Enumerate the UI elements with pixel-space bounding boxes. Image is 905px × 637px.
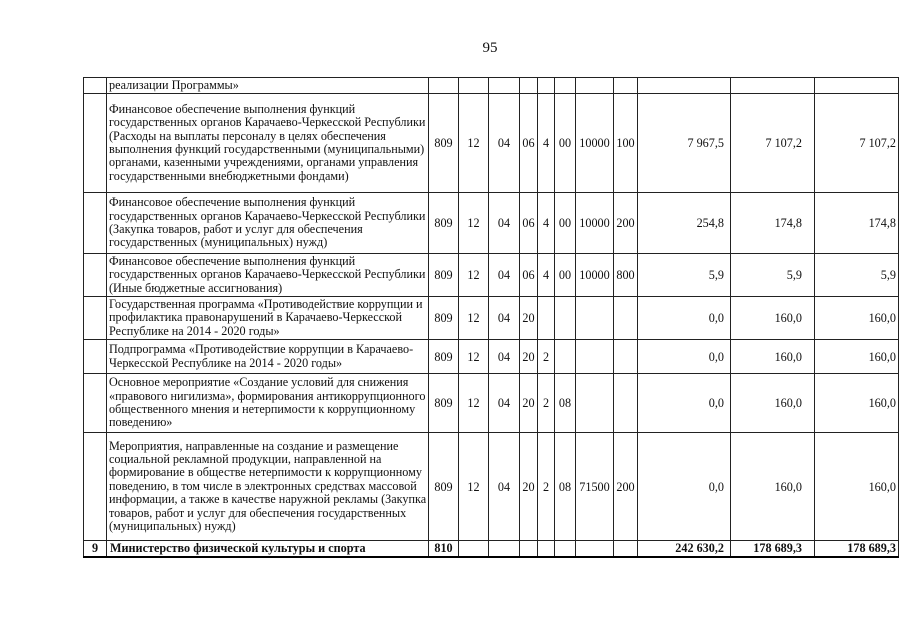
- amount-col1-cell: 254,8: [638, 193, 731, 254]
- amount-col1-cell: 5,9: [638, 254, 731, 297]
- subsection-code-cell: 04: [489, 193, 520, 254]
- expense-type-cell: [614, 340, 638, 374]
- expense-type-cell: 200: [614, 433, 638, 541]
- amount-col2-cell: [731, 78, 815, 94]
- section-code-cell: 12: [459, 297, 489, 340]
- main-activity-code-cell: 00: [555, 193, 576, 254]
- row-number-cell: [84, 254, 107, 297]
- amount-col2-cell: 174,8: [731, 193, 815, 254]
- amount-col1-cell: 0,0: [638, 340, 731, 374]
- amount-col2-cell: 160,0: [731, 374, 815, 433]
- amount-col2-cell: 7 107,2: [731, 94, 815, 193]
- ministry-code-cell: 809: [429, 340, 459, 374]
- main-activity-code-cell: [555, 340, 576, 374]
- ministry-code-cell: 810: [429, 541, 459, 557]
- subprogram-code-cell: 4: [538, 254, 555, 297]
- row-name-cell: реализации Программы»: [107, 78, 429, 94]
- program-code-cell: 06: [520, 193, 538, 254]
- budget-table: [83, 77, 899, 558]
- row-name-cell: Государственная программа «Противодействие коррупции и профилактика правонарушений в Карачаево-Черкесской Республике на 2014 - 2020 годы»: [107, 297, 429, 340]
- amount-col2-cell: 160,0: [731, 340, 815, 374]
- row-number-cell: [84, 297, 107, 340]
- ministry-code-cell: 809: [429, 193, 459, 254]
- table-row: [84, 78, 899, 94]
- row-number-cell: [84, 193, 107, 254]
- subsection-code-cell: [489, 78, 520, 94]
- subprogram-code-cell: [538, 78, 555, 94]
- row-name-cell: Финансовое обеспечение выполнения функций государственных органов Карачаево-Черкесской Республики (Иные бюджетные ассигнования): [107, 254, 429, 297]
- row-name-cell: Финансовое обеспечение выполнения функций государственных органов Карачаево-Черкесской Республики (Расходы на выплаты персоналу в целях обеспечения выполнения функций государственными (муниципальными) органами, казенными учреждениями, органами управления государственными внебюджетными фондами): [107, 94, 429, 193]
- subsection-code-cell: 04: [489, 297, 520, 340]
- subsection-code-cell: 04: [489, 254, 520, 297]
- main-activity-code-cell: [555, 297, 576, 340]
- amount-col3-cell: [815, 78, 899, 94]
- row-number-cell: [84, 374, 107, 433]
- amount-col3-cell: 7 107,2: [815, 94, 899, 193]
- program-code-cell: 20: [520, 340, 538, 374]
- expense-type-cell: 200: [614, 193, 638, 254]
- section-code-cell: 12: [459, 433, 489, 541]
- section-code-cell: 12: [459, 94, 489, 193]
- table-row: [84, 340, 899, 374]
- subsection-code-cell: [489, 541, 520, 557]
- amount-col1-cell: 242 630,2: [638, 541, 731, 557]
- program-code-cell: 06: [520, 94, 538, 193]
- row-name-cell: Основное мероприятие «Создание условий для снижения «правового нигилизма», формирования антикоррупционного общественного мнения и нетерпимости к коррупционному поведению»: [107, 374, 429, 433]
- expense-type-cell: 800: [614, 254, 638, 297]
- expense-direction-cell: [576, 297, 614, 340]
- main-activity-code-cell: 00: [555, 254, 576, 297]
- expense-direction-cell: [576, 78, 614, 94]
- row-number-cell: [84, 94, 107, 193]
- amount-col1-cell: [638, 78, 731, 94]
- row-number-cell: 9: [84, 541, 107, 557]
- amount-col3-cell: 160,0: [815, 433, 899, 541]
- expense-type-cell: [614, 541, 638, 557]
- table-row: [84, 94, 899, 193]
- row-number-cell: [84, 340, 107, 374]
- program-code-cell: [520, 78, 538, 94]
- ministry-code-cell: 809: [429, 374, 459, 433]
- subsection-code-cell: 04: [489, 340, 520, 374]
- amount-col3-cell: 178 689,3: [815, 541, 899, 557]
- expense-direction-cell: [576, 541, 614, 557]
- amount-col2-cell: 160,0: [731, 297, 815, 340]
- subprogram-code-cell: 2: [538, 340, 555, 374]
- amount-col3-cell: 160,0: [815, 340, 899, 374]
- amount-col2-cell: 178 689,3: [731, 541, 815, 557]
- row-name-cell: Подпрограмма «Противодействие коррупции в Карачаево-Черкесской Республике на 2014 - 2020 годы»: [107, 340, 429, 374]
- expense-direction-cell: [576, 340, 614, 374]
- page-number: 95: [482, 40, 498, 56]
- table-row: [84, 433, 899, 541]
- subprogram-code-cell: 4: [538, 193, 555, 254]
- table-row: [84, 254, 899, 297]
- amount-col3-cell: 174,8: [815, 193, 899, 254]
- expense-type-cell: [614, 297, 638, 340]
- subprogram-code-cell: 2: [538, 374, 555, 433]
- subprogram-code-cell: 2: [538, 433, 555, 541]
- section-code-cell: 12: [459, 193, 489, 254]
- amount-col1-cell: 0,0: [638, 433, 731, 541]
- section-code-cell: 12: [459, 254, 489, 297]
- ministry-code-cell: 809: [429, 433, 459, 541]
- program-code-cell: 06: [520, 254, 538, 297]
- ministry-code-cell: 809: [429, 94, 459, 193]
- subsection-code-cell: 04: [489, 94, 520, 193]
- program-code-cell: [520, 541, 538, 557]
- section-code-cell: [459, 78, 489, 94]
- row-name-cell: Министерство физической культуры и спорта: [107, 541, 429, 557]
- amount-col1-cell: 7 967,5: [638, 94, 731, 193]
- subprogram-code-cell: [538, 541, 555, 557]
- program-code-cell: 20: [520, 374, 538, 433]
- program-code-cell: 20: [520, 297, 538, 340]
- expense-direction-cell: 10000: [576, 193, 614, 254]
- section-code-cell: 12: [459, 340, 489, 374]
- row-name-cell: Мероприятия, направленные на создание и размещение социальной рекламной продукции, направленной на формирование в обществе нетерпимости к коррупционному поведению, в том числе в электронных средствах массовой информации, а также в качестве наружной рекламы (Закупка товаров, работ и услуг для обеспечения государственных (муниципальных) нужд): [107, 433, 429, 541]
- amount-col3-cell: 5,9: [815, 254, 899, 297]
- amount-col2-cell: 5,9: [731, 254, 815, 297]
- table-row: [84, 193, 899, 254]
- table-row: [84, 297, 899, 340]
- subsection-code-cell: 04: [489, 374, 520, 433]
- expense-direction-cell: 10000: [576, 94, 614, 193]
- program-code-cell: 20: [520, 433, 538, 541]
- expense-type-cell: [614, 374, 638, 433]
- ministry-code-cell: 809: [429, 254, 459, 297]
- expense-direction-cell: [576, 374, 614, 433]
- row-number-cell: [84, 433, 107, 541]
- main-activity-code-cell: [555, 541, 576, 557]
- amount-col3-cell: 160,0: [815, 297, 899, 340]
- subprogram-code-cell: [538, 297, 555, 340]
- row-number-cell: [84, 78, 107, 94]
- expense-direction-cell: 10000: [576, 254, 614, 297]
- subprogram-code-cell: 4: [538, 94, 555, 193]
- main-activity-code-cell: [555, 78, 576, 94]
- section-code-cell: [459, 541, 489, 557]
- table-row: [84, 374, 899, 433]
- main-activity-code-cell: 08: [555, 433, 576, 541]
- table-row: [84, 541, 899, 557]
- amount-col1-cell: 0,0: [638, 374, 731, 433]
- amount-col1-cell: 0,0: [638, 297, 731, 340]
- ministry-code-cell: [429, 78, 459, 94]
- main-activity-code-cell: 00: [555, 94, 576, 193]
- main-activity-code-cell: 08: [555, 374, 576, 433]
- expense-type-cell: [614, 78, 638, 94]
- expense-type-cell: 100: [614, 94, 638, 193]
- expense-direction-cell: 71500: [576, 433, 614, 541]
- amount-col2-cell: 160,0: [731, 433, 815, 541]
- section-code-cell: 12: [459, 374, 489, 433]
- row-name-cell: Финансовое обеспечение выполнения функций государственных органов Карачаево-Черкесской Республики (Закупка товаров, работ и услуг для обеспечения государственных (муниципальных) нужд): [107, 193, 429, 254]
- subsection-code-cell: 04: [489, 433, 520, 541]
- amount-col3-cell: 160,0: [815, 374, 899, 433]
- ministry-code-cell: 809: [429, 297, 459, 340]
